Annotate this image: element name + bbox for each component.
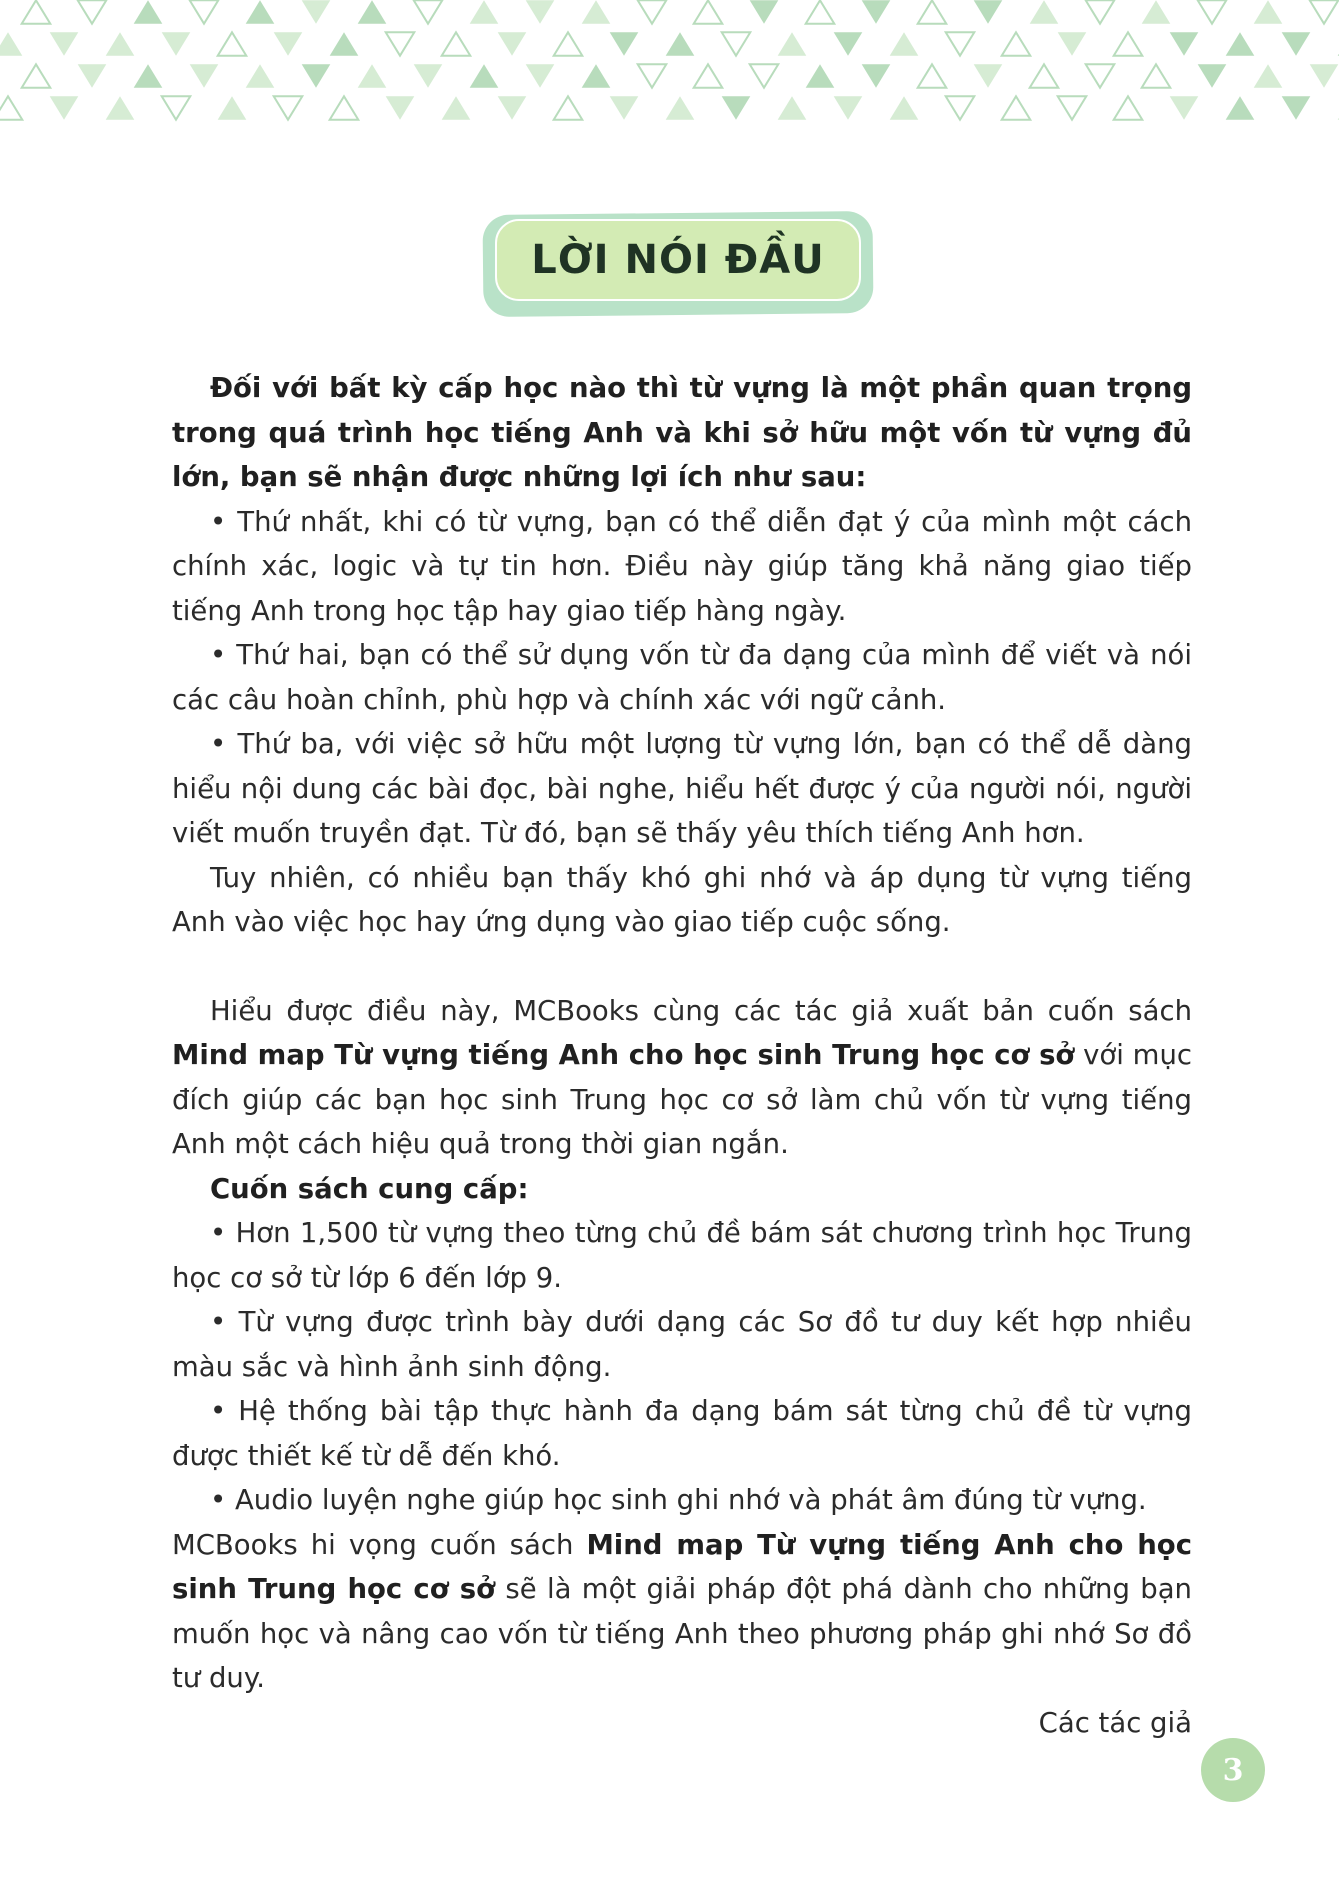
pattern-triangle: [610, 96, 639, 119]
pattern-triangle: [274, 96, 303, 119]
book-title: Mind map Từ vựng tiếng Anh cho học sinh Trung học cơ sở: [172, 1039, 1075, 1071]
pattern-triangle: [190, 64, 219, 87]
pattern-triangle: [50, 32, 79, 55]
pattern-triangle: [498, 96, 527, 119]
pattern-triangle: [554, 96, 583, 119]
feature-item: • Audio luyện nghe giúp học sinh ghi nhớ và phát âm đúng từ vựng.: [210, 1484, 1147, 1516]
feature-item: • Hệ thống bài tập thực hành đa dạng bám sát từng chủ đề từ vựng được thiết kế từ dễ đến khó.: [172, 1395, 1192, 1472]
pattern-triangle: [414, 64, 443, 87]
about-paragraph: [172, 989, 1192, 1167]
pattern-triangle: [330, 96, 359, 119]
pattern-triangle: [610, 32, 639, 55]
pattern-triangle: [890, 96, 919, 119]
pattern-triangle: [526, 0, 555, 23]
features-heading: Cuốn sách cung cấp:: [210, 1172, 529, 1205]
pattern-triangle: [1142, 64, 1171, 87]
pattern-triangle: [470, 0, 499, 23]
pattern-triangle: [386, 32, 415, 55]
conclusion-paragraph: [172, 1523, 1192, 1701]
pattern-triangle: [918, 64, 947, 87]
pattern-triangle: [694, 0, 723, 23]
pattern-triangle: [470, 64, 499, 87]
pattern-triangle: [974, 64, 1003, 87]
pattern-triangle: [638, 0, 667, 23]
pattern-triangle: [190, 0, 219, 23]
pattern-triangle: [666, 96, 695, 119]
pattern-triangle: [330, 32, 359, 55]
pattern-triangle: [106, 32, 135, 55]
pattern-triangle: [358, 64, 387, 87]
pattern-triangle: [1198, 0, 1227, 23]
conclusion-post: sẽ là một giải pháp đột phá dành cho những bạn muốn học và nâng cao vốn từ tiếng Anh theo phương pháp ghi nhớ Sơ đồ tư duy.: [172, 1573, 1192, 1694]
page-number-badge: [1201, 1738, 1265, 1802]
pattern-triangle: [834, 96, 863, 119]
conclusion-pre: MCBooks hi vọng cuốn sách: [172, 1528, 587, 1561]
pattern-triangle: [1310, 64, 1339, 87]
pattern-triangle: [386, 96, 415, 119]
pattern-triangle: [246, 0, 275, 23]
pattern-triangle: [1142, 0, 1171, 23]
pattern-triangle: [134, 0, 163, 23]
pattern-triangle: [582, 0, 611, 23]
pattern-triangle: [750, 64, 779, 87]
pattern-triangle: [106, 96, 135, 119]
about-post: với mục đích giúp các bạn học sinh Trung học cơ sở làm chủ vốn từ vựng tiếng Anh một cách hiệu quả trong thời gian ngắn.: [172, 1039, 1193, 1160]
pattern-triangle: [78, 64, 107, 87]
about-pre: Hiểu được điều này, MCBooks cùng các tác giả xuất bản cuốn sách: [210, 994, 1192, 1027]
pattern-triangle: [778, 96, 807, 119]
pattern-triangle: [1058, 32, 1087, 55]
pattern-triangle: [134, 64, 163, 87]
pattern-triangle: [582, 64, 611, 87]
pattern-triangle: [1114, 96, 1143, 119]
pattern-triangle: [302, 64, 331, 87]
pattern-triangle: [554, 32, 583, 55]
decorative-triangle-pattern: [0, 0, 1339, 125]
pattern-triangle: [1310, 0, 1339, 23]
pattern-triangle: [918, 0, 947, 23]
preface-body: [172, 366, 1192, 1745]
pattern-triangle: [1086, 0, 1115, 23]
pattern-triangle: [526, 64, 555, 87]
pattern-triangle: [1058, 96, 1087, 119]
pattern-triangle: [218, 96, 247, 119]
pattern-triangle: [722, 96, 751, 119]
intro-bullet: • Thứ ba, với việc sở hữu một lượng từ vựng lớn, bạn có thể dễ dàng hiểu nội dung các bài đọc, bài nghe, hiểu hết được ý của người nói, người viết muốn truyền đạt. Từ đó, bạn sẽ thấy yêu thích tiếng Anh hơn.: [172, 728, 1192, 849]
pattern-triangle: [22, 0, 51, 23]
pattern-triangle: [498, 32, 527, 55]
pattern-triangle: [0, 32, 22, 55]
pattern-triangle: [358, 0, 387, 23]
page-number: 3: [1222, 1752, 1244, 1788]
title-banner: [483, 213, 873, 315]
intro-closing: Tuy nhiên, có nhiều bạn thấy khó ghi nhớ và áp dụng từ vựng tiếng Anh vào việc học hay ứng dụng vào giao tiếp cuộc sống.: [172, 861, 1192, 938]
pattern-triangle: [946, 32, 975, 55]
pattern-triangle: [1226, 32, 1255, 55]
triangle-pattern-graphic: [0, 0, 1339, 125]
pattern-triangle: [1254, 64, 1283, 87]
pattern-triangle: [1254, 0, 1283, 23]
pattern-triangle: [1170, 32, 1199, 55]
pattern-triangle: [1198, 64, 1227, 87]
intro-bullet: • Thứ nhất, khi có từ vựng, bạn có thể diễn đạt ý của mình một cách chính xác, logic và tự tin hơn. Điều này giúp tăng khả năng giao tiếp tiếng Anh trong học tập hay giao tiếp hàng ngày.: [172, 505, 1192, 627]
pattern-triangle: [0, 96, 22, 119]
pattern-triangle: [806, 0, 835, 23]
pattern-triangle: [834, 32, 863, 55]
pattern-triangle: [1002, 96, 1031, 119]
pattern-triangle: [1226, 96, 1255, 119]
pattern-triangle: [778, 32, 807, 55]
feature-item: • Từ vựng được trình bày dưới dạng các Sơ đồ tư duy kết hợp nhiều màu sắc và hình ảnh sinh động.: [172, 1306, 1192, 1383]
book-title: Mind map Từ vựng tiếng Anh cho học sinh Trung học cơ sở: [172, 1528, 1192, 1605]
pattern-triangle: [638, 64, 667, 87]
paragraph-gap: [172, 945, 1192, 989]
pattern-triangle: [722, 32, 751, 55]
pattern-triangle: [50, 96, 79, 119]
pattern-triangle: [666, 32, 695, 55]
pattern-triangle: [78, 0, 107, 23]
pattern-triangle: [22, 64, 51, 87]
pattern-triangle: [1030, 64, 1059, 87]
intro-bullet: • Thứ hai, bạn có thể sử dụng vốn từ đa dạng của mình để viết và nói các câu hoàn chỉnh, phù hợp và chính xác với ngữ cảnh.: [172, 639, 1192, 716]
pattern-triangle: [218, 32, 247, 55]
pattern-triangle: [1002, 32, 1031, 55]
pattern-triangle: [1170, 96, 1199, 119]
pattern-triangle: [862, 0, 891, 23]
pattern-triangle: [442, 32, 471, 55]
pattern-triangle: [890, 32, 919, 55]
pattern-triangle: [1114, 32, 1143, 55]
intro-lead: Đối với bất kỳ cấp học nào thì từ vựng là một phần quan trọng trong quá trình học tiếng Anh và khi sở hữu một vốn từ vựng đủ lớn, bạn sẽ nhận được những lợi ích như sau:: [172, 372, 1192, 493]
signature: Các tác giả: [1038, 1706, 1192, 1739]
feature-item: • Hơn 1,500 từ vựng theo từng chủ đề bám sát chương trình học Trung học cơ sở từ lớp 6 đến lớp 9.: [172, 1217, 1192, 1294]
pattern-triangle: [1086, 64, 1115, 87]
pattern-triangle: [162, 96, 191, 119]
pattern-triangle: [302, 0, 331, 23]
pattern-triangle: [1282, 96, 1311, 119]
pattern-triangle: [862, 64, 891, 87]
page-title: LỜI NÓI ĐẦU: [531, 237, 825, 283]
pattern-triangle: [946, 96, 975, 119]
pattern-triangle: [1030, 0, 1059, 23]
pattern-triangle: [442, 96, 471, 119]
title-banner-box: [495, 219, 861, 301]
pattern-triangle: [162, 32, 191, 55]
pattern-triangle: [694, 64, 723, 87]
pattern-triangle: [806, 64, 835, 87]
pattern-triangle: [1282, 32, 1311, 55]
pattern-triangle: [246, 64, 275, 87]
pattern-triangle: [274, 32, 303, 55]
pattern-triangle: [414, 0, 443, 23]
pattern-triangle: [750, 0, 779, 23]
pattern-triangle: [974, 0, 1003, 23]
